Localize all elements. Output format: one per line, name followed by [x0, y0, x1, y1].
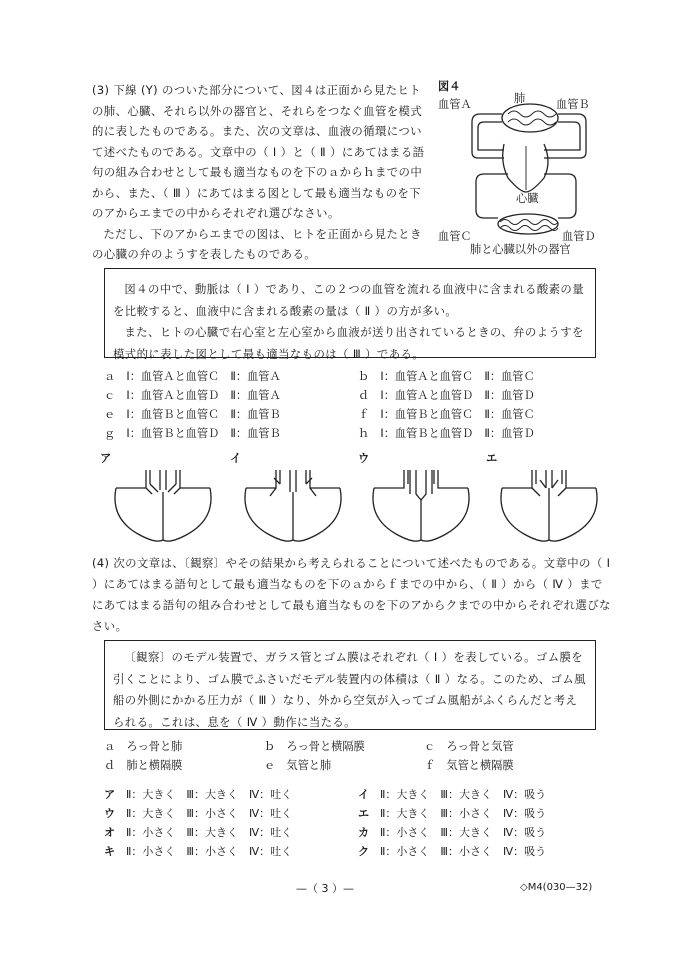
option-q4-b[interactable]: ｂ ろっ骨と横隔膜: [264, 740, 365, 753]
lung-label: 肺: [514, 92, 526, 105]
box2-text: 〔観察〕のモデル装置で、ガラス管とゴム膜はそれぞれ（ Ⅰ ）を表している。ゴム膜を引くことにより、ゴム膜でふさいだモデル装置内の体積は（ Ⅱ ）なる。このため、ゴム風船の外側にかかる圧力が（ Ⅲ ）なり、外から空気が入ってゴム風船がふくらんだと考えられる。これは、息を（ Ⅳ ）動作に当たる。: [113, 650, 586, 729]
option-d[interactable]: ｄ Ⅰ：血管Ａと血管Ｄ Ⅱ：血管Ｄ: [358, 389, 535, 402]
option-h[interactable]: ｈ Ⅰ：血管Ｂと血管Ｄ Ⅱ：血管Ｄ: [358, 427, 535, 440]
answer-ku[interactable]: ク Ⅱ：小さく Ⅲ：小さく Ⅳ：吸う: [358, 845, 547, 858]
answer-ki[interactable]: キ Ⅱ：小さく Ⅲ：小さく Ⅳ：吐く: [104, 845, 293, 858]
passage-box-1: [104, 268, 596, 361]
option-b[interactable]: ｂ Ⅰ：血管Ａと血管Ｃ Ⅱ：血管Ｃ: [358, 370, 535, 383]
answer-u[interactable]: ウ Ⅱ：大きく Ⅲ：小さく Ⅳ：吐く: [104, 807, 293, 820]
page-number: —（ 3 ）—: [296, 882, 354, 895]
heart-shape: [503, 144, 548, 192]
option-c[interactable]: ｃ Ⅰ：血管Ａと血管Ｄ Ⅱ：血管Ａ: [104, 389, 281, 402]
valve-figures: [100, 450, 620, 545]
vessel-a-label: 血管Ａ: [438, 98, 472, 111]
vessel-b-label: 血管Ｂ: [556, 98, 590, 111]
heart-label: 心臓: [516, 192, 539, 205]
answer-e[interactable]: エ Ⅱ：大きく Ⅲ：小さく Ⅳ：吸う: [358, 807, 547, 820]
valve-label-e: エ: [486, 452, 498, 465]
answer-i[interactable]: イ Ⅱ：大きく Ⅲ：大きく Ⅳ：吸う: [358, 788, 547, 801]
organ-shape: [498, 214, 558, 234]
valve-figure-u: [366, 458, 476, 544]
vessel-c-label: 血管Ｃ: [438, 230, 472, 243]
passage-box-2: [104, 640, 596, 730]
answer-ka[interactable]: カ Ⅱ：小さく Ⅲ：大きく Ⅳ：吸う: [358, 826, 547, 839]
answer-o[interactable]: オ Ⅱ：小さく Ⅲ：大きく Ⅳ：吐く: [104, 826, 293, 839]
q3-paragraph-2: ただし、下のアからエまでの図は、ヒトを正面から見たときの心臓の弁のようすを表したものである。: [92, 226, 422, 261]
figure-4-title: 図４: [438, 80, 461, 93]
valve-label-i: イ: [230, 452, 242, 465]
option-g[interactable]: ｇ Ⅰ：血管Ｂと血管Ｄ Ⅱ：血管Ｂ: [104, 427, 281, 440]
option-q4-d[interactable]: ｄ 肺と横隔膜: [104, 759, 183, 772]
valve-figure-e: [494, 458, 604, 544]
option-f[interactable]: ｆ Ⅰ：血管Ｂと血管Ｃ Ⅱ：血管Ｃ: [358, 408, 535, 421]
option-q4-e[interactable]: ｅ 気管と肺: [264, 759, 332, 772]
question-3: [92, 80, 430, 265]
option-q4-f[interactable]: ｆ 気管と横隔膜: [424, 759, 514, 772]
valve-label-u: ウ: [358, 452, 370, 465]
answer-a[interactable]: ア Ⅱ：大きく Ⅲ：大きく Ⅳ：吐く: [104, 788, 293, 801]
figure-4: [438, 78, 608, 258]
question-4: [92, 553, 612, 637]
box1-line-2: また、ヒトの心臓で右心室と左心室から血液が送り出されているときの、弁のようすを模式的に表した図として最も適当なものは（ Ⅲ ）である。: [113, 325, 584, 361]
box1-line-1: 図４の中で、動脈は（ Ⅰ ）であり、この２つの血管を流れる血液中に含まれる酸素の量を比較すると、血液中に含まれる酸素の量は（ Ⅱ ）の方が多い。: [113, 282, 585, 318]
valve-figure-a: [108, 458, 218, 544]
option-q4-c[interactable]: ｃ ろっ骨と気管: [424, 740, 514, 753]
other-organs-label: 肺と心臓以外の器官: [470, 243, 571, 256]
lung-shape: [502, 104, 558, 132]
q3-paragraph-1: (3) 下線 (Y) のついた部分について、図４は正面から見たヒトの肺、心臓、それら以外の器官と、それらをつなぐ血管を模式的に表したものである。また、次の文章は、血液の循環について述べたものである。文章中の（ Ⅰ ）と（ Ⅱ ）にあてはまる語句の組み合わせとして最も適当なものを下のａからｈまでの中から、また、（ Ⅲ ）にあてはまる図として最も適当なものを下のアからエまでの中からそれぞれ選びなさい。: [92, 83, 425, 220]
option-e[interactable]: ｅ Ⅰ：血管Ｂと血管Ｃ Ⅱ：血管Ｂ: [104, 408, 281, 421]
valve-figure-i: [238, 458, 348, 544]
option-q4-a[interactable]: ａ ろっ骨と肺: [104, 740, 183, 753]
valve-label-a: ア: [100, 452, 112, 465]
vessel-d-label: 血管Ｄ: [562, 230, 596, 243]
exam-code: ◇M4(030—32): [520, 882, 593, 893]
option-a[interactable]: ａ Ⅰ：血管Ａと血管Ｃ Ⅱ：血管Ａ: [104, 370, 281, 383]
q4-paragraph: (4) 次の文章は、〔観察〕やその結果から考えられることについて述べたものである。文章中の（ Ⅰ ）にあてはまる語句として最も適当なものを下のａからｆまでの中から、（ Ⅱ ）から（ Ⅳ ）までにあてはまる語句の組み合わせとして最も適当なものを下のアからクまでの中からそれぞれ選びなさい。: [92, 556, 611, 633]
